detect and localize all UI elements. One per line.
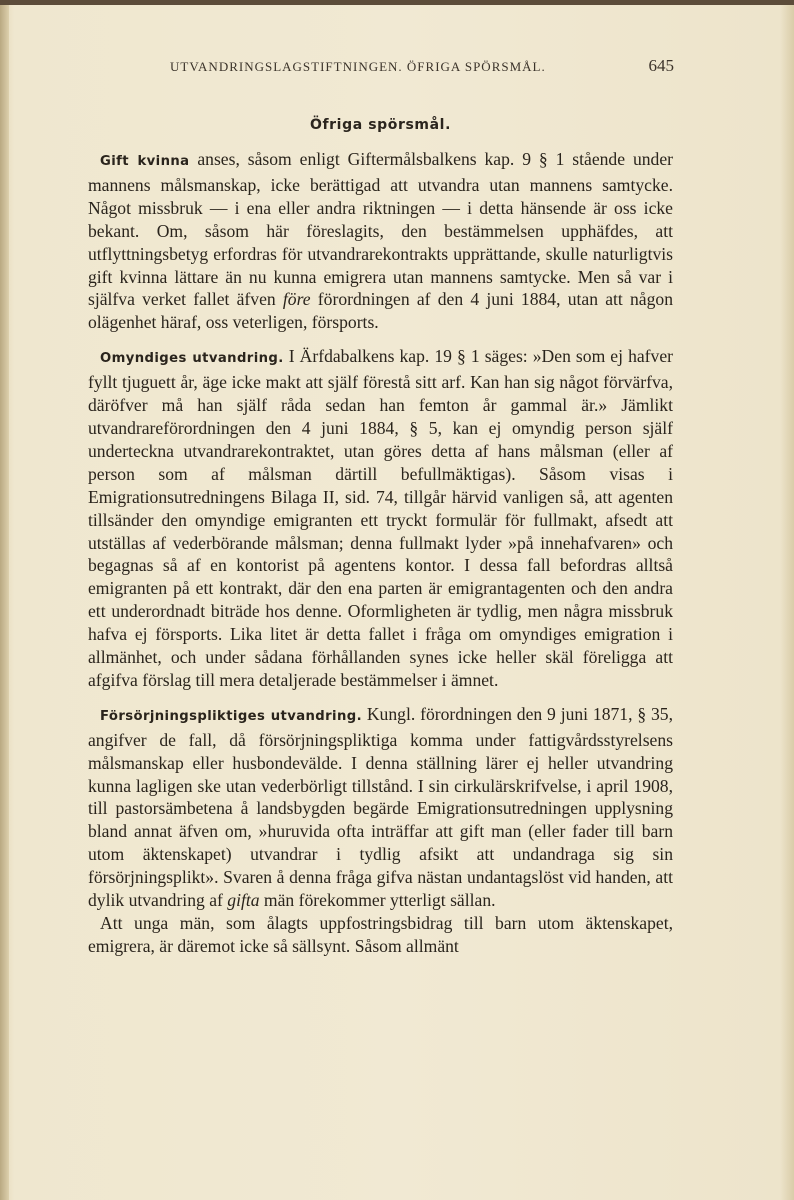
paragraph-text: I Ärfdabalkens kap. 19 § 1 säges: »Den som ej hafver fyllt tjuguett år, äge icke makt att själf förestå sitt arf. Kan han sig något förvärfva, däröfver må han själf råda sedan han femton år gammal är.» Jämlikt utvandrareförordningen den 4 juni 1884, § 5, kan ej omyndig person själf underteckna utvandrarekontraktet, utan göres detta af hans målsman (eller af person som af målsman därtill befullmäktigas). Såsom visas i Emigrationsutredningens Bilaga II, sid. 74, tillgår härvid vanligen så, att agenten tillsänder den omyndige emigranten ett tryckt formulär för fullmakt, afsedt att utställas af vederbörande målsman; denna fullmakt lyder »på innehafvaren» och begagnas så af en kontorist på agentens kontor. I dessa fall befordras alltså emigranten på ett kontrakt, där den ena parten är emigrantagenten och den andra ett underordnadt biträde hos denne. Oformligheten är tydlig, men några missbruk hafva ej försports. Lika litet är detta fallet i fråga om omyndiges emigration i allmänhet, och under sådana förhållanden synes icke heller skäl föreligga att afgifva förslag till mera detaljerade bestämmelser i ämnet. [88,346,673,690]
paragraph-text: Kungl. förordningen den 9 juni 1871, § 35, angifver de fall, då försörjningspliktiga komma under fattigvårdsstyrelsens målsmanskap eller husbondevälde. I denna ställning lärer ej heller utvandring kunna lagligen ske utan vederbörligt tillstånd. I sin cirkulärskrifvelse, i april 1908, till pastorsämbetena å landsbygden begärde Emigrationsutredningen upplysning bland annat äfven om, »huruvida ofta inträffar att gift man (eller fader till barn utom äktenskapet) utvandrar i tydlig afsikt att undandraga sig sin försörjningsplikt». Svaren å denna fråga gifva nästan undantagslöst vid handen, att dylik utvandring af [88,703,673,911]
section-title: Öfriga spörsmål. [309,117,451,133]
body-text [88,148,673,958]
page-top-edge [0,0,794,5]
paragraph-lead: Försörjningspliktiges utvandring. [100,708,362,724]
emphasis-text: gifta [227,890,260,911]
paragraph-text: förordningen af den 4 juni 1884, utan att någon olägenhet häraf, oss veterligen, försports. [88,289,673,333]
paragraph-omyndiges-utvandring [88,345,673,692]
paragraph-text: anses, såsom enligt Giftermålsbalkens kap. 9 § 1 stående under mannens målsmanskap, icke berättigad att utvandra utan mannens samtycke. Något missbruk — i ena eller andra riktningen — i detta hänsende är oss icke bekant. Om, såsom här föreslagits, den bestämmelsen upphäfdes, att utflyttningsbetyg erfordras för utvandrarekontrakts upprättande, skulle naturligtvis gift kvinna lättare än nu kunna emigrera utan mannens samtycke. Men så var i själfva verket fallet äfven [88,149,673,310]
paragraph-lead: Omyndiges utvandring. [100,351,284,367]
paragraph-forsorjningspliktiges-utvandring [88,703,673,912]
paragraph-gift-kvinna [88,148,673,334]
running-title: UTVANDRINGSLAGSTIFTNINGEN. ÖFRIGA SPÖRSMÅL. [170,59,546,74]
page-header [170,56,674,78]
paragraph-text: Att unga män, som ålagts uppfostringsbidrag till barn utom äktenskapet, emigrera, är däremot icke så sällsynt. Såsom allmänt [88,913,673,956]
paragraph-lead: Gift kvinna [100,154,190,169]
paragraph-continuation [88,912,673,958]
emphasis-text: före [282,289,311,310]
paragraph-text: män förekommer ytterligt sällan. [259,890,496,911]
page-spine-edge [0,0,9,1200]
page-number: 645 [648,56,674,75]
